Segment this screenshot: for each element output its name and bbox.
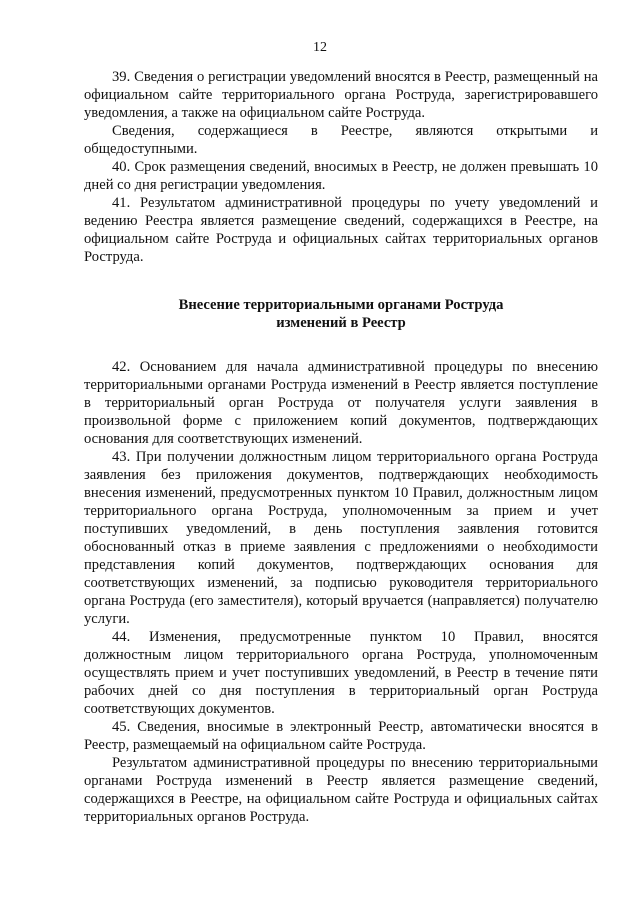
document-body	[84, 68, 598, 826]
paragraph-44: 44. Изменения, предусмотренные пунктом 10 Правил, вносятся должностным лицом территориального органа Роструда, уполномоченным осуществлять прием и учет поступивших уведомлений, в Реестр в течение пяти рабочих дней со дня поступления в территориальный орган Роструда соответствующих документов.	[84, 629, 598, 717]
paragraph-42: 42. Основанием для начала административной процедуры по внесению территориальными органами Роструда изменений в Реестр является поступление в территориальный орган Роструда от получателя услуги заявления в произвольной форме с приложением копий документов, подтверждающих основания для соответствующих изменений.	[84, 359, 598, 447]
paragraph-39: 39. Сведения о регистрации уведомлений вносятся в Реестр, размещенный на официальном сайте территориального органа Роструда, зарегистрировавшего уведомления, а также на официальном сайте Роструда.	[84, 69, 598, 121]
paragraph-40: 40. Срок размещения сведений, вносимых в Реестр, не должен превышать 10 дней со дня регистрации уведомления.	[84, 159, 598, 193]
paragraph-45-result: Результатом административной процедуры по внесению территориальными органами Роструда изменений в Реестр является размещение сведений, содержащихся в Реестре, на официальном сайте Роструда и официальных сайтах территориальных органов Роструда.	[84, 755, 598, 825]
paragraph-41: 41. Результатом административной процедуры по учету уведомлений и ведению Реестра является размещение сведений, содержащихся в Реестре, на официальном сайте Роструда и официальных сайтах территориальных органов Роструда.	[84, 195, 598, 265]
section-heading	[84, 296, 598, 332]
paragraph-43: 43. При получении должностным лицом территориального органа Роструда заявления без приложения документов, подтверждающих необходимость внесения изменений, предусмотренных пунктом 10 Правил, должностным лицом территориального органа Роструда, уполномоченным за прием и учет поступивших уведомлений, в день поступления заявления готовится обоснованный отказ в приеме заявления с предложениями о необходимости представления копий документов, подтверждающих основания для соответствующих изменений, за подписью руководителя территориального органа Роструда (его заместителя), который вручается (направляется) получателю услуги.	[84, 449, 598, 627]
paragraph-45: 45. Сведения, вносимые в электронный Реестр, автоматически вносятся в Реестр, размещаемый на официальном сайте Роструда.	[84, 719, 598, 753]
section-heading-line-2: изменений в Реестр	[276, 315, 406, 331]
paragraph-39-continuation: Сведения, содержащиеся в Реестре, являются открытыми и общедоступными.	[84, 123, 598, 157]
section-heading-line-1: Внесение территориальными органами Роструда	[178, 297, 504, 313]
page-number: 12	[313, 40, 327, 55]
